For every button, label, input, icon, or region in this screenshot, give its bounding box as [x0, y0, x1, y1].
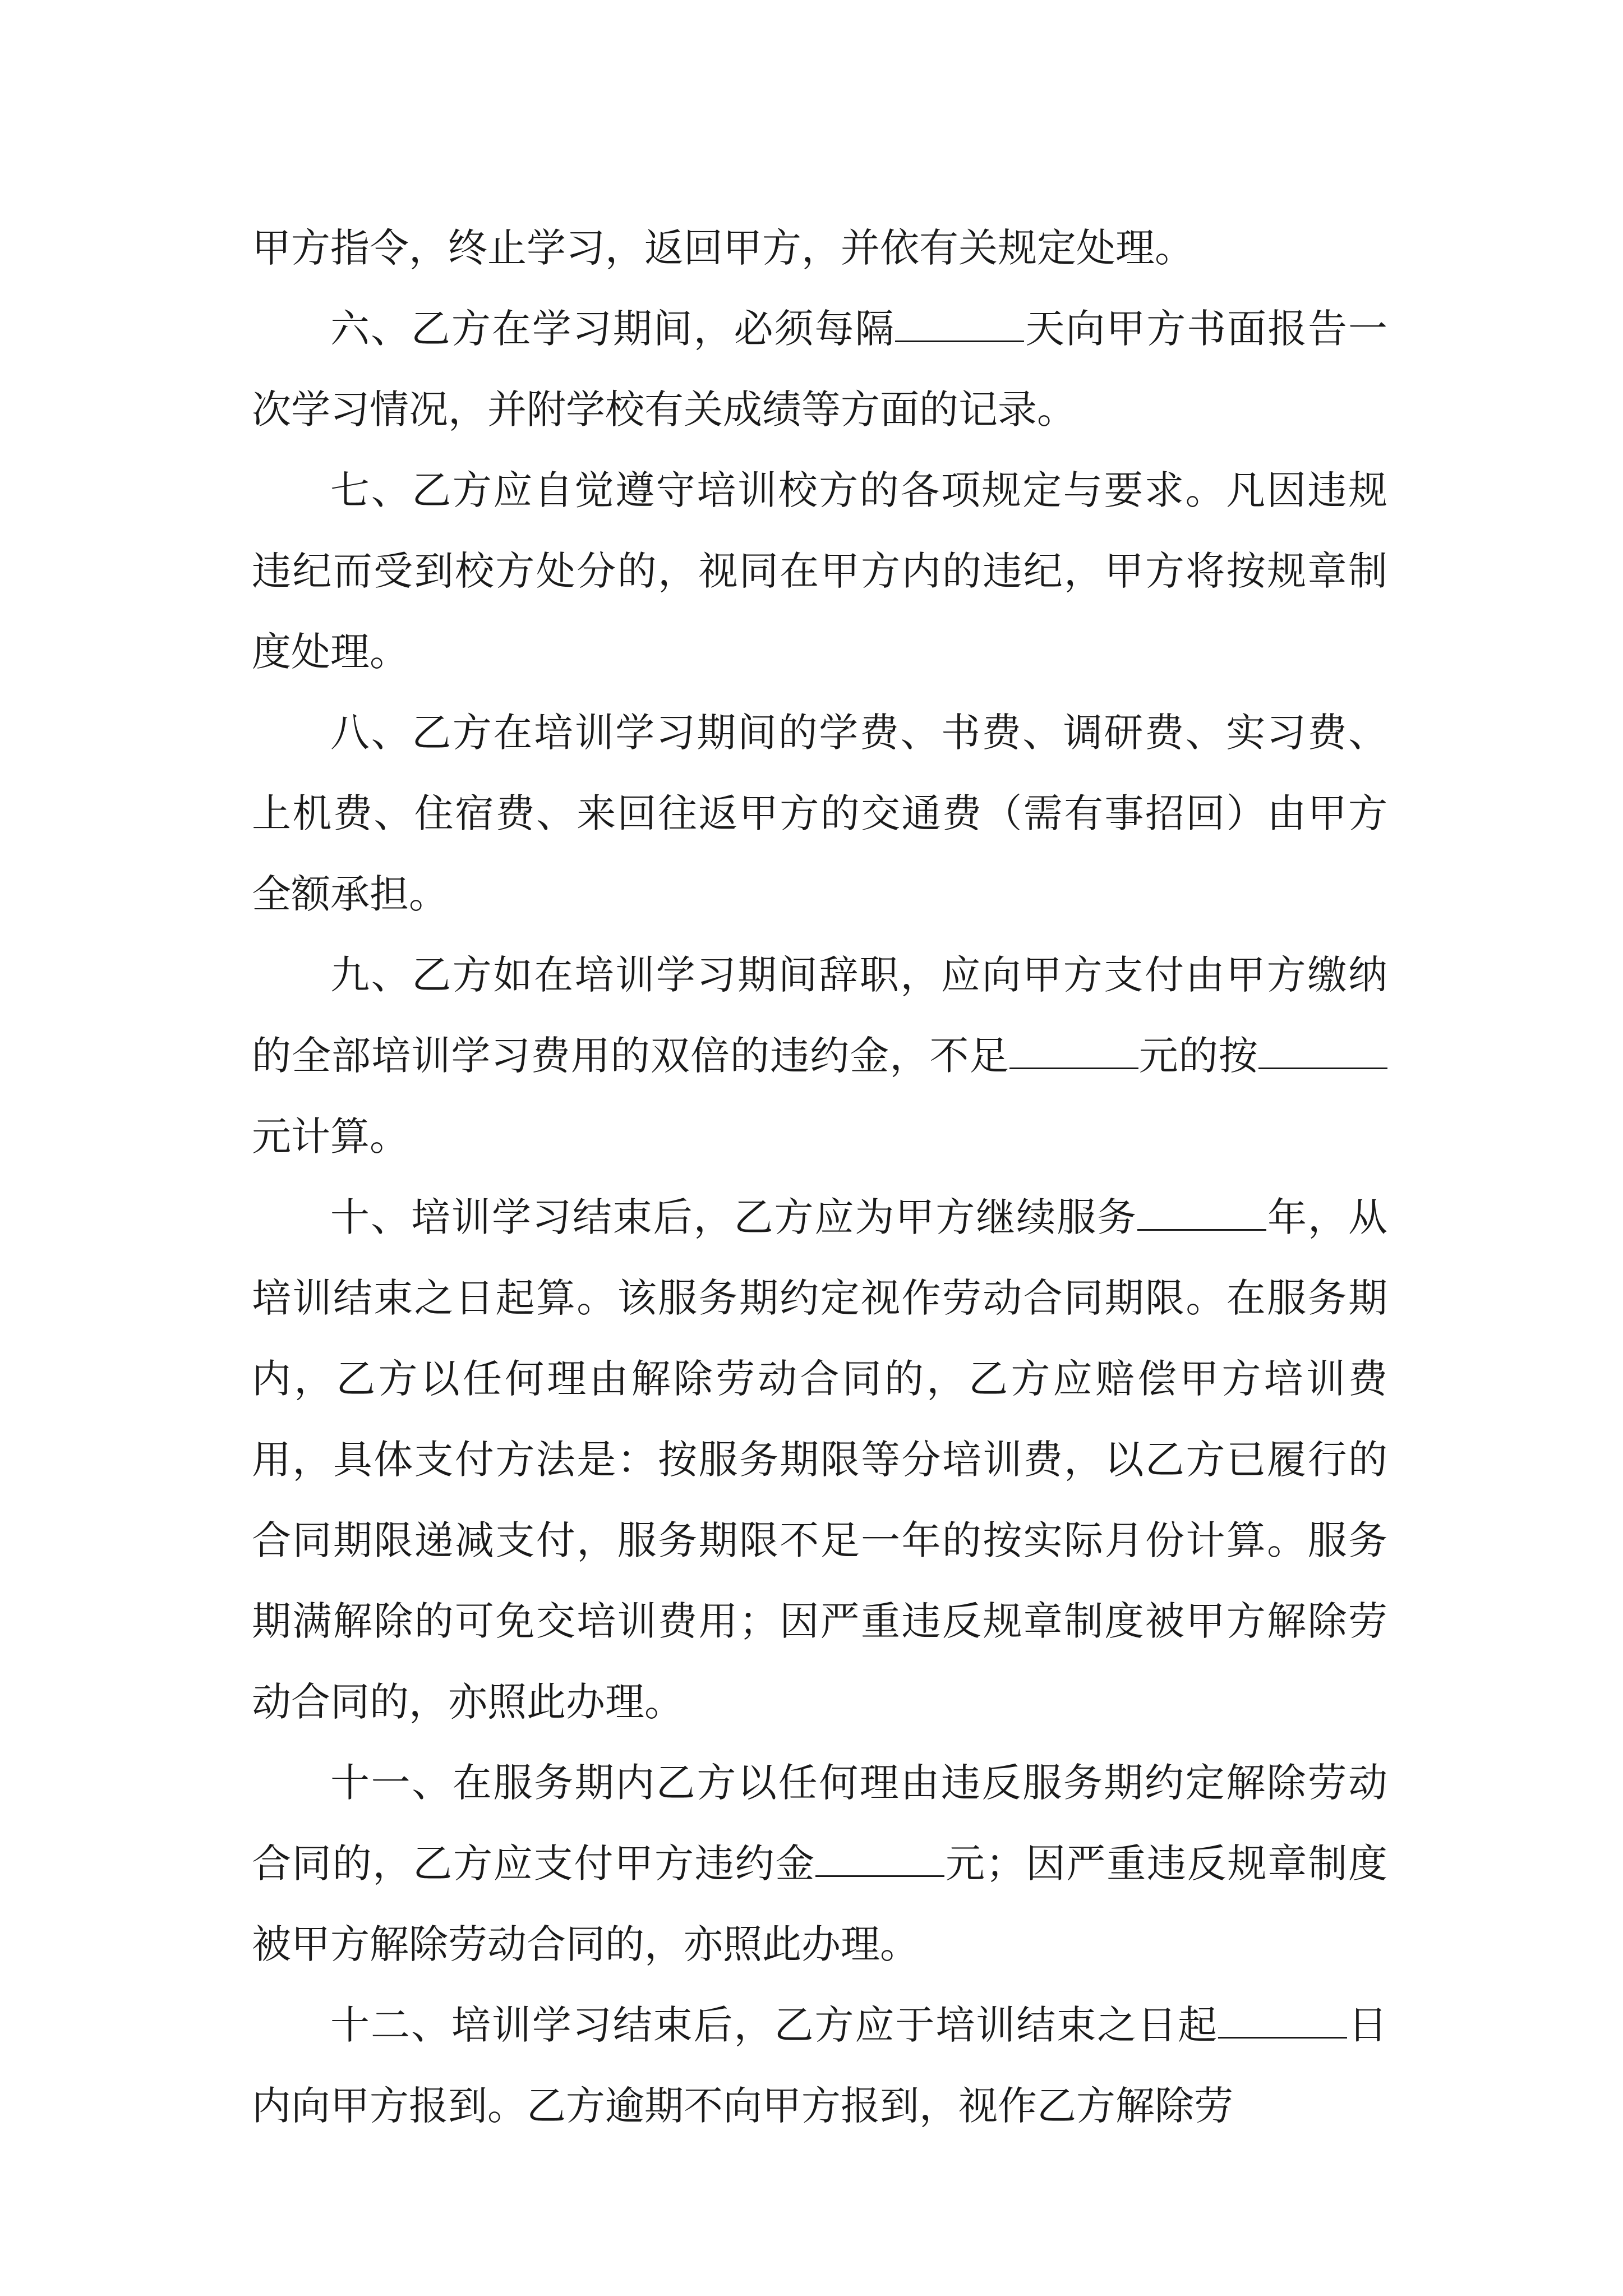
- fill-in-blank: [1009, 1030, 1138, 1069]
- clause-text: 元；因严重违反规章制度被甲方解除劳动合同的，亦照此办理。: [252, 1841, 1388, 1967]
- fill-in-blank: [1258, 1030, 1387, 1069]
- clause-ten: [252, 1177, 1387, 1742]
- paragraph-text: 甲方指令，终止学习，返回甲方，并依有关规定处理。: [252, 225, 1194, 271]
- clause-text: 天向甲方书面报告一次学习情况，并附学校有关成绩等方面的记录。: [252, 306, 1387, 432]
- clause-text: 十一、在服务期内乙方以任何理由违反服务期约定解除劳动合同的，乙方应支付甲方违约金: [252, 1760, 1387, 1887]
- clause-text: 十、培训学习结束后，乙方应为甲方继续服务: [330, 1194, 1138, 1240]
- clause-text: 元的按: [1138, 1033, 1259, 1079]
- clause-text: 日内向甲方报到。乙方逾期不向甲方报到，视作乙方解除劳: [252, 2002, 1388, 2129]
- clause-text: 六、乙方在学习期间，必须每隔: [330, 306, 896, 352]
- clause-seven: [252, 450, 1387, 692]
- fill-in-blank: [1218, 2000, 1347, 2039]
- fill-in-blank: [1137, 1192, 1266, 1231]
- clause-eleven: [252, 1742, 1387, 1985]
- clause-text: 元计算。: [252, 1114, 409, 1159]
- clause-text: 八、乙方在培训学习期间的学费、书费、调研费、实习费、上机费、住宿费、来回往返甲方的交通费（需有事招回）由甲方全额承担。: [252, 710, 1387, 917]
- fill-in-blank: [815, 1838, 944, 1877]
- contract-body: [252, 208, 1387, 2146]
- paragraph-continuation: [252, 208, 1387, 288]
- clause-nine: [252, 935, 1387, 1177]
- clause-text: 七、乙方应自觉遵守培训校方的各项规定与要求。凡因违规违纪而受到校方处分的，视同在甲方内的违纪，甲方将按规章制度处理。: [252, 467, 1387, 675]
- clause-text: 十二、培训学习结束后，乙方应于培训结束之日起: [330, 2002, 1219, 2048]
- clause-text: 年，从培训结束之日起算。该服务期约定视作劳动合同期限。在服务期内，乙方以任何理由解除劳动合同的，乙方应赔偿甲方培训费用，具体支付方法是：按服务期限等分培训费，以乙方已履行的合同期限递减支付，服务期限不足一年的按实际月份计算。服务期满解除的可免交培训费用；因严重违反规章制度被甲方解除劳动合同的，亦照此办理。: [252, 1194, 1388, 1725]
- fill-in-blank: [895, 303, 1024, 342]
- clause-eight: [252, 692, 1387, 935]
- clause-six: [252, 288, 1387, 450]
- clause-text: 九、乙方如在培训学习期间辞职，应向甲方支付由甲方缴纳的全部培训学习费用的双倍的违约金，不足: [252, 952, 1387, 1079]
- clause-twelve: [252, 1985, 1387, 2146]
